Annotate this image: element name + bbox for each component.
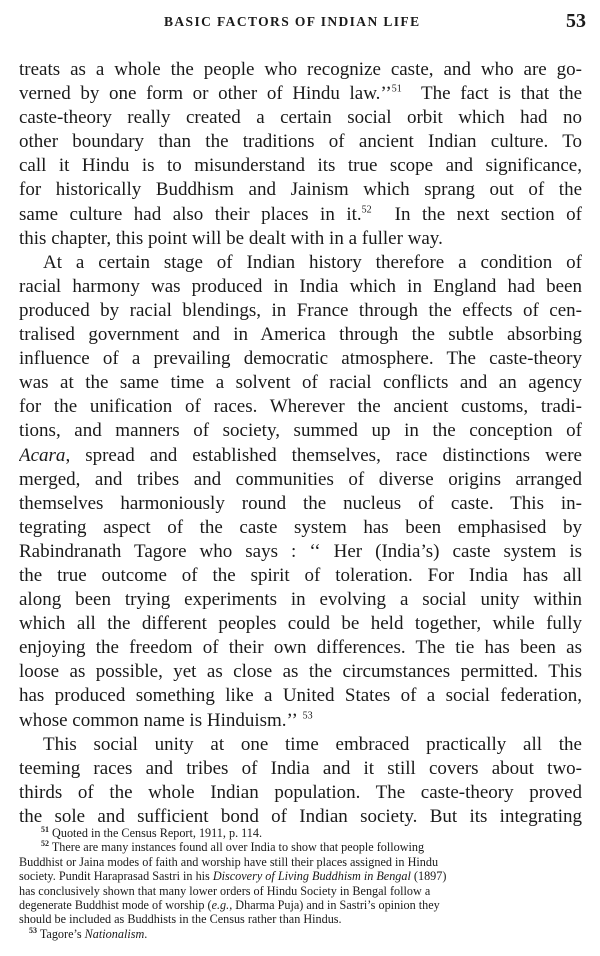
text-line: produced by racial blendings, in France through the effects of cen- <box>19 299 582 321</box>
text-line <box>19 709 582 733</box>
text-line: influence of a prevailing democratic atmosphere. The caste-theory <box>19 348 582 370</box>
text-line: was at the same time a solvent of racial conflicts and an agency <box>19 372 582 394</box>
text-fragment: whose common name is Hinduism.’’ <box>19 709 298 731</box>
footnote-ref-52: 52 <box>361 204 372 216</box>
page-number: 53 <box>566 10 586 32</box>
text-line: the sole and sufficient bond of Indian society. But its integrating <box>19 805 582 827</box>
footnote-number: 52 <box>41 840 49 849</box>
text-fragment: society. Pundit Haraprasad Sastri in his <box>19 869 213 884</box>
page-header <box>14 10 586 44</box>
text-line: other boundary than the traditions of ancient Indian culture. To <box>19 131 582 153</box>
text-fragment: verned by one form or other of Hindu law.’’ <box>19 83 392 105</box>
footnote-52-line: Buddhist or Jaina modes of faith and worship have still their places assigned in Hindu <box>19 854 439 869</box>
text-line: teeming races and tribes of India and it still covers about two- <box>19 757 582 779</box>
text-fragment: , Dharma Puja) and in Sastri’s opinion they <box>229 898 440 913</box>
italic-term: Acara <box>19 444 66 466</box>
text-line: which all the different peoples could be held together, while fully <box>19 613 582 635</box>
text-fragment: (1897) <box>410 869 447 884</box>
text-line: for the unification of races. Wherever the ancient customs, tradi- <box>19 396 582 418</box>
text-line: loose as possible, yet as close as the circumstances permitted. This <box>19 661 582 683</box>
text-line: merged, and tribes and communities of diverse origins arranged <box>19 468 582 490</box>
text-line: This social unity at one time embraced practically all the <box>43 733 582 755</box>
footnote-52-line: should be included as Buddhists in the Census rather than Hindus. <box>19 912 342 927</box>
footnote-52 <box>19 840 582 854</box>
book-title: Discovery of Living Buddhism in Bengal <box>212 869 411 884</box>
text-line: caste-theory really created a certain social orbit which had no <box>19 107 582 129</box>
text-line: for historically Buddhism and Jainism which sprang out of the <box>19 179 582 201</box>
footnote-number: 51 <box>41 826 49 834</box>
text-line: Rabindranath Tagore who says : ‘‘ Her (India’s) caste system is <box>19 540 582 562</box>
text-line: call it Hindu is to misunderstand its true scope and significance, <box>19 155 582 177</box>
text-line: tions, and manners of society, summed up in the conception of <box>19 420 582 442</box>
text-fragment: Tagore’s <box>39 926 85 941</box>
text-line: this chapter, this point will be dealt with in a fuller way. <box>19 227 443 249</box>
footnote-52-line <box>19 898 582 912</box>
text-line <box>19 82 582 106</box>
text-fragment: . <box>144 926 148 941</box>
text-line: tegrating aspect of the caste system has been emphasised by <box>19 516 582 538</box>
text-line: along been trying experiments in evolving a social unity within <box>19 589 582 611</box>
footnote-52-line: has conclusively shown that many lower orders of Hindu Society in Bengal follow a <box>19 883 431 898</box>
text-fragment: In the next section of <box>394 203 582 225</box>
text-fragment: degenerate Buddhist mode of worship ( <box>19 898 212 913</box>
text-line: At a certain stage of Indian history therefore a condition of <box>43 251 582 273</box>
footnotes <box>19 826 582 941</box>
text-line: thirds of the whole Indian population. The caste-theory proved <box>19 781 582 803</box>
text-line <box>19 444 582 468</box>
footnote-52-line <box>19 869 582 883</box>
footnote-ref-51: 51 <box>391 83 402 95</box>
text-fragment: same culture had also their places in it. <box>19 203 362 225</box>
body-text <box>19 58 582 829</box>
footnote-53 <box>19 927 582 941</box>
italic-abbrev: e.g. <box>211 898 230 913</box>
text-fragment: The fact is that the <box>421 83 582 105</box>
footnote-text: There are many instances found all over India to show that people following <box>51 840 425 855</box>
footnote-51 <box>19 826 582 840</box>
text-line: themselves harmoniously round the nucleus of caste. This in- <box>19 492 582 514</box>
footnote-number: 53 <box>29 926 37 935</box>
text-line <box>19 203 582 227</box>
text-line: treats as a whole the people who recognize caste, and who are go- <box>19 59 582 80</box>
running-title: BASIC FACTORS OF INDIAN LIFE <box>164 14 421 29</box>
text-line: tralised government and in America through the subtle absorbing <box>19 324 582 346</box>
book-title: Nationalism <box>84 926 145 941</box>
text-line: has produced something like a United States of a social federation, <box>19 685 582 707</box>
text-fragment: , spread and established themselves, race distinctions were <box>65 444 582 466</box>
text-line: enjoying the freedom of their own differences. The tie has been as <box>19 637 582 659</box>
footnote-ref-53: 53 <box>302 710 313 722</box>
footnote-text: Quoted in the Census Report, 1911, p. 114. <box>52 826 263 840</box>
text-line: racial harmony was produced in India which in England had been <box>19 275 582 297</box>
text-line: the true outcome of the spirit of toleration. For India has all <box>19 564 582 586</box>
